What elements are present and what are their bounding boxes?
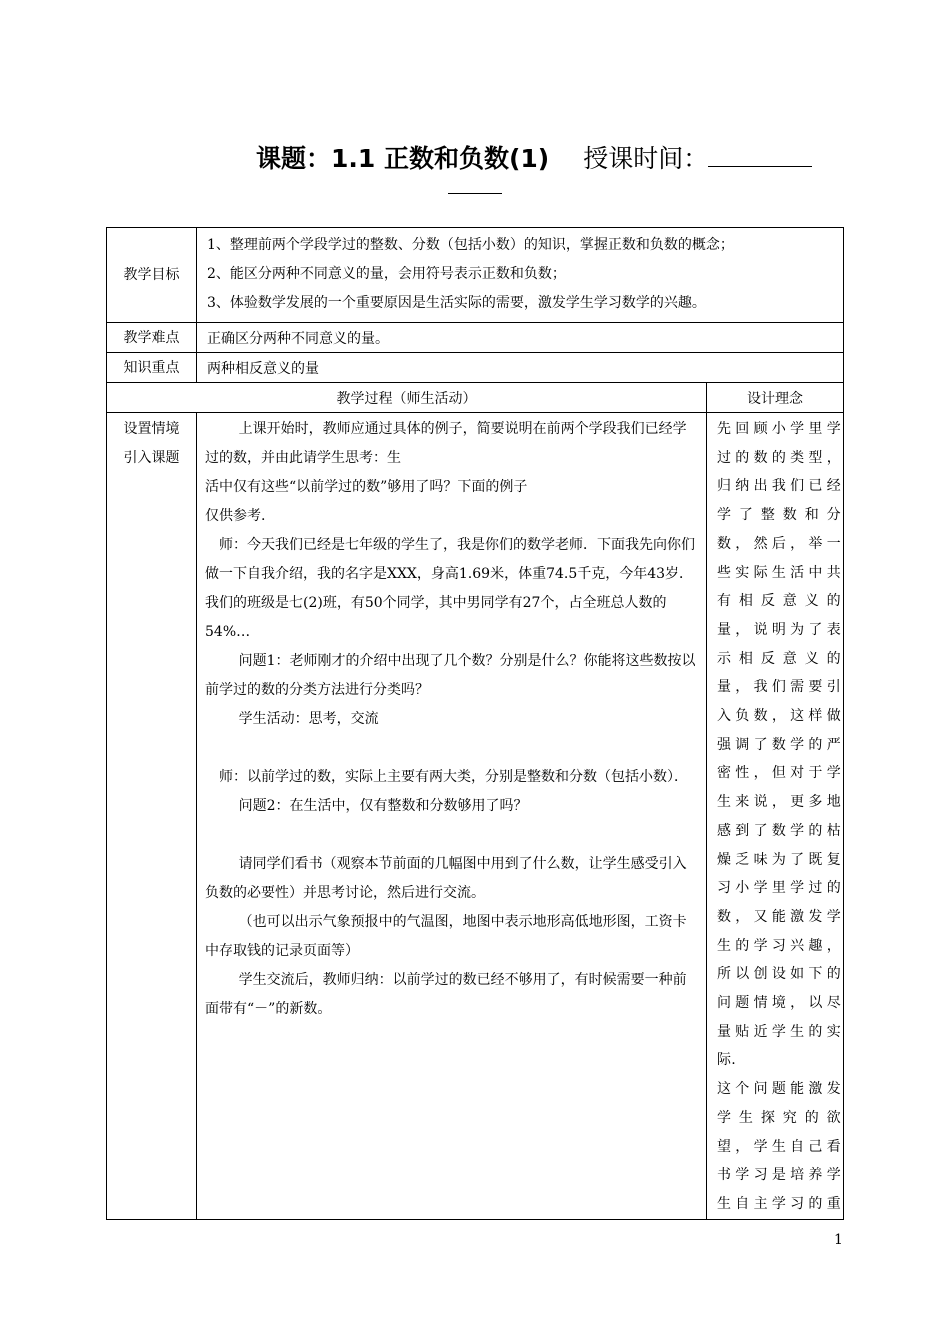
goal-item: 2、能区分两种不同意义的量，会用符号表示正数和负数； (207, 266, 566, 282)
difficulty-row (107, 323, 844, 353)
idea-line: 燥乏味为了既复 (717, 851, 841, 868)
idea-line: 归纳出我们已经 (717, 478, 841, 495)
blank-line (205, 734, 698, 763)
difficulty-label: 教学难点 (107, 323, 197, 353)
process-paragraph: 学生活动：思考，交流 (238, 711, 379, 727)
lesson-plan-table (106, 227, 843, 1220)
process-paragraph: 请同学们看书（观察本节前面的几幅图中用到了什么数，让学生感受引入负数的必要性）并思考讨论，然后进行交流。 (205, 856, 687, 901)
idea-line: 习小学里学过的 (717, 880, 841, 897)
idea-line: 学生探究的欲 (717, 1109, 841, 1126)
idea-line: 量贴近学生的实 (717, 1023, 841, 1040)
idea-header: 设计理念 (707, 383, 844, 413)
goals-label: 教学目标 (107, 228, 197, 323)
section-label-line: 设置情境 (123, 421, 180, 437)
idea-line: 生的学习兴趣， (717, 937, 841, 954)
blank-line (205, 821, 698, 850)
idea-line: 生自主学习的重 (717, 1195, 841, 1212)
idea-line: 数，又能激发学 (717, 908, 841, 925)
goal-item: 3、体验数学发展的一个重要原因是生活实际的需要，激发学生学习数学的兴趣。 (207, 295, 706, 311)
idea-line: 示相反意义的 (717, 650, 841, 667)
idea-line: 学了整数和分 (717, 507, 841, 524)
section-label (107, 413, 197, 1220)
process-paragraph: 师：以前学过的数，实际上主要有两大类，分别是整数和分数（包括小数）． (219, 769, 688, 785)
idea-line: 书学习是培养学 (717, 1167, 841, 1184)
idea-line: 密性，但对于学 (717, 765, 841, 782)
idea-line: 生来说，更多地 (717, 794, 841, 811)
header-row (107, 383, 844, 413)
idea-line: 过的数的类型， (717, 449, 841, 466)
key-points-row (107, 353, 844, 383)
teaching-time-blank[interactable] (708, 136, 812, 167)
goals-row (107, 228, 844, 323)
idea-line: 际. (717, 1052, 737, 1069)
process-paragraph: 活中仅有这些“以前学过的数”够用了吗？下面的例子 (205, 479, 528, 495)
lesson-topic: 课题：1.1 正数和负数(1) (256, 144, 550, 173)
page-title (256, 136, 856, 176)
idea-line: 先回顾小学里学 (717, 421, 841, 437)
teaching-time-blank-continued (448, 193, 502, 194)
process-paragraph: 问题1：老师刚才的介绍中出现了几个数？分别是什么？你能将这些数按以前学过的数的分类方法进行分类吗？ (205, 653, 696, 698)
page-number: 1 (834, 1232, 843, 1248)
process-header: 教学过程（师生活动） (107, 383, 707, 413)
idea-line: 感到了数学的枯 (717, 822, 841, 839)
idea-line: 量，我们需要引 (717, 679, 841, 696)
process-paragraph: 问题2：在生活中，仅有整数和分数够用了吗？ (238, 798, 528, 814)
key-points-label: 知识重点 (107, 353, 197, 383)
idea-line: 入负数，这样做 (717, 708, 841, 725)
goal-item: 1、整理前两个学段学过的整数、分数（包括小数）的知识，掌握正数和负数的概念； (207, 237, 734, 253)
idea-line: 有相反意义的 (717, 593, 841, 610)
process-paragraph: 仅供参考. (205, 508, 266, 524)
idea-line: 数，然后，举一 (717, 535, 841, 552)
idea-content (707, 413, 844, 1220)
section-row (107, 413, 844, 1220)
process-paragraph: 学生交流后，教师归纳：以前学过的数已经不够用了，有时候需要一种前面带有“－”的新数。 (205, 972, 687, 1017)
process-content (197, 413, 707, 1220)
teaching-time-label: 授课时间： (583, 144, 709, 173)
goals-content (197, 228, 844, 323)
difficulty-text: 正确区分两种不同意义的量。 (197, 323, 844, 353)
idea-line: 问题情境，以尽 (717, 995, 841, 1012)
process-paragraph: 师：今天我们已经是七年级的学生了，我是你们的数学老师．下面我先向你们做一下自我介绍，我的名字是XXX，身高1.69米，体重74.5千克，今年43岁．我们的班级是七(2)班，有50个同学，其中男同学有27个，占全班总人数的54%… (205, 537, 695, 640)
idea-line: 望，学生自己看 (717, 1138, 841, 1155)
idea-line: 些实际生活中共 (717, 564, 841, 581)
idea-line: 强调了数学的严 (717, 736, 841, 753)
idea-line: 这个问题能激发 (717, 1081, 841, 1098)
key-points-text: 两种相反意义的量 (197, 353, 844, 383)
process-paragraph: （也可以出示气象预报中的气温图，地图中表示地形高低地形图，工资卡中存取钱的记录页面等） (205, 914, 687, 959)
idea-line: 量，说明为了表 (717, 621, 841, 638)
process-paragraph: 上课开始时，教师应通过具体的例子，简要说明在前两个学段我们已经学过的数，并由此请学生思考：生 (205, 421, 687, 466)
section-label-line: 引入课题 (123, 450, 180, 466)
idea-line: 所以创设如下的 (717, 966, 841, 983)
